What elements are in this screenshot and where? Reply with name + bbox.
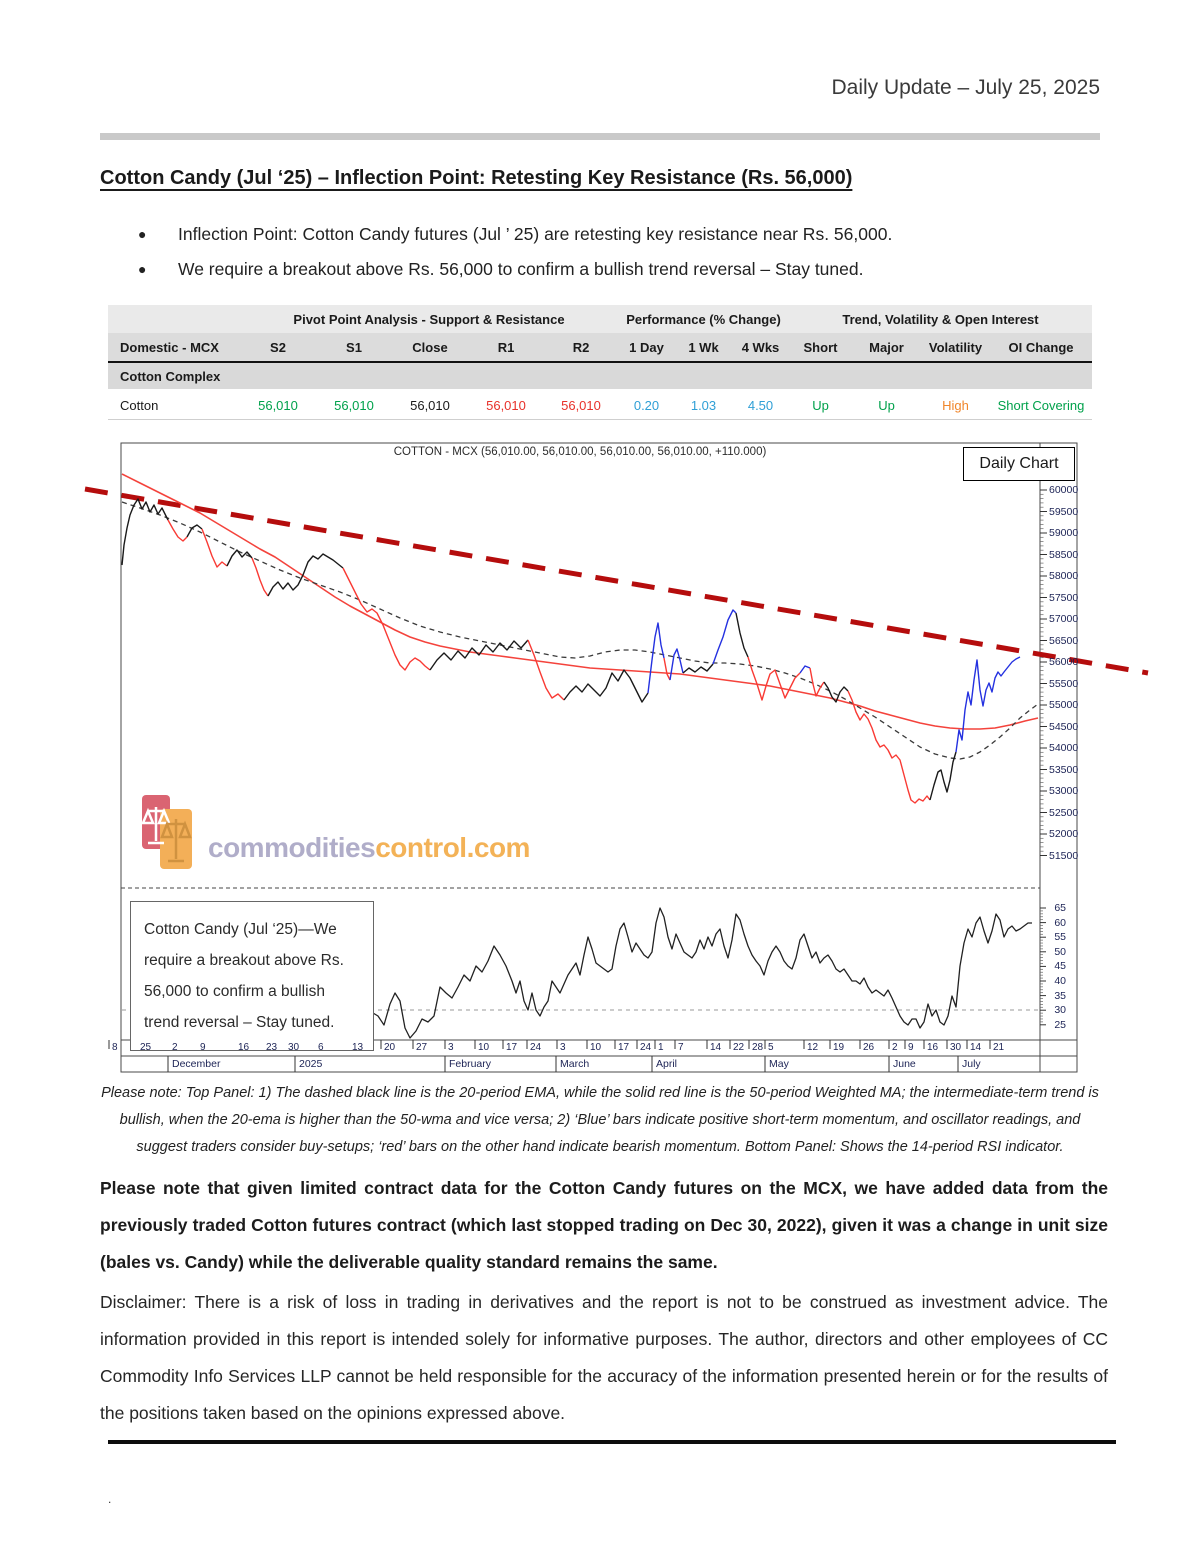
column-header: 1 Day bbox=[629, 339, 664, 355]
day-axis-label: 28 bbox=[752, 1042, 764, 1053]
series-rsi-14 bbox=[368, 908, 1032, 1038]
series-price-black-1 bbox=[122, 499, 168, 565]
series-price-blue-5 bbox=[956, 657, 1020, 752]
group-header: Performance (% Change) bbox=[626, 311, 781, 327]
series-price-black-7 bbox=[683, 664, 713, 673]
table-value-cell: Short Covering bbox=[997, 397, 1085, 413]
series-price-red-8 bbox=[810, 668, 824, 696]
day-axis-label: 22 bbox=[733, 1042, 745, 1053]
table-value-cell: Up bbox=[878, 397, 895, 413]
column-header: S2 bbox=[270, 339, 286, 355]
group-header: Trend, Volatility & Open Interest bbox=[842, 311, 1039, 327]
price-axis-label: 57000 bbox=[1049, 613, 1079, 625]
price-axis-label: 52000 bbox=[1049, 828, 1079, 840]
series-price-red-9 bbox=[848, 691, 930, 803]
day-axis-label: 24 bbox=[530, 1042, 542, 1053]
rsi-axis-label: 25 bbox=[1054, 1018, 1066, 1031]
series-price-red-2 bbox=[202, 529, 227, 567]
price-axis-label: 54500 bbox=[1049, 720, 1079, 733]
commoditiescontrol-logo-icon bbox=[136, 793, 202, 877]
day-axis-label: 17 bbox=[506, 1042, 518, 1053]
series-price-black-9 bbox=[824, 682, 848, 702]
price-axis-label: 54000 bbox=[1049, 742, 1079, 754]
month-axis-label: February bbox=[449, 1058, 492, 1070]
rsi-axis-label: 65 bbox=[1054, 902, 1066, 914]
day-axis-label: 5 bbox=[768, 1042, 774, 1053]
bullet-icon: ● bbox=[138, 261, 147, 277]
day-axis-label: 23 bbox=[266, 1042, 278, 1053]
series-price-blue-1 bbox=[648, 623, 664, 693]
day-axis-label: 13 bbox=[352, 1042, 364, 1053]
month-axis-label: March bbox=[560, 1058, 590, 1070]
day-axis-label: 7 bbox=[678, 1042, 684, 1053]
series-price-black-6 bbox=[564, 670, 648, 702]
note-paragraph: Please note that given limited contract data for the Cotton Candy futures on the MCX, we have added data from the previously traded Cotton futures contract (which last stopped trading on Dec 30, 2022), given it was a change in unit size (bales vs. Candy) while the deliverable quality standard remains the same. bbox=[100, 1178, 1108, 1272]
group-header: Pivot Point Analysis - Support & Resistance bbox=[293, 311, 565, 327]
section-row-label: Cotton Complex bbox=[120, 368, 221, 384]
series-price-red-1 bbox=[168, 520, 187, 541]
price-axis-label: 55000 bbox=[1049, 699, 1079, 711]
price-axis-label: 60000 bbox=[1049, 484, 1079, 496]
footer-divider bbox=[108, 1440, 1116, 1444]
day-axis-label: 9 bbox=[200, 1042, 206, 1053]
table-value-cell: 56,010 bbox=[258, 397, 298, 413]
price-axis-label: 58500 bbox=[1049, 548, 1079, 561]
day-axis-label: 10 bbox=[478, 1042, 490, 1053]
pivot-table bbox=[108, 305, 1092, 420]
group-header-spacer bbox=[108, 305, 240, 333]
price-axis-label: 58000 bbox=[1049, 570, 1079, 582]
price-axis-label: 59500 bbox=[1049, 505, 1079, 518]
column-header: Short bbox=[803, 339, 838, 355]
price-axis-label: 51500 bbox=[1049, 849, 1079, 862]
price-axis-label: 57500 bbox=[1049, 591, 1079, 604]
day-axis-label: 27 bbox=[416, 1042, 428, 1053]
series-price-black-5 bbox=[430, 640, 528, 670]
rsi-axis-label: 30 bbox=[1054, 1004, 1066, 1017]
watermark-text: commoditiescontrol.com bbox=[208, 832, 530, 863]
column-header: Domestic - MCX bbox=[120, 339, 219, 355]
series-price-black-2 bbox=[187, 525, 202, 537]
price-axis-label: 56000 bbox=[1049, 656, 1079, 668]
column-header: S1 bbox=[346, 339, 362, 355]
disclaimer-paragraph: Disclaimer: There is a risk of loss in trading in derivatives and the report is not to be construed as investment advice. The information provided in this report is intended solely for informative purposes. The author, directors and other employees of CC Commodity Info Services LLP cannot be held responsible for the accuracy of the information presented herein or for the results of the positions taken based on the opinions expressed above. bbox=[100, 1292, 1108, 1423]
series-price-red-3 bbox=[252, 558, 268, 596]
day-axis-label: 14 bbox=[970, 1042, 982, 1053]
series-resistance-trendline bbox=[85, 489, 1148, 673]
day-axis-label: 12 bbox=[807, 1042, 819, 1053]
month-axis-label: June bbox=[893, 1058, 916, 1070]
month-axis-label: May bbox=[769, 1058, 789, 1070]
series-price-black-8 bbox=[736, 613, 748, 657]
bullet-text: Inflection Point: Cotton Candy futures (Jul ’ 25) are retesting key resistance near Rs. 56,000. bbox=[178, 224, 893, 244]
series-price-black-4 bbox=[268, 554, 343, 596]
column-header: OI Change bbox=[1008, 339, 1074, 355]
table-value-cell: 56,010 bbox=[334, 397, 374, 413]
series-price-red-5 bbox=[528, 640, 564, 700]
column-header: Volatility bbox=[928, 339, 983, 355]
day-axis-label: 20 bbox=[384, 1042, 396, 1053]
series-price-red-6 bbox=[664, 658, 670, 680]
bullet-item-2 bbox=[138, 259, 1098, 280]
rsi-axis-label: 60 bbox=[1054, 916, 1066, 929]
chart-annotation-box: Cotton Candy (Jul ‘25)—We require a breakout above Rs. 56,000 to confirm a bullish trend reversal – Stay tuned. bbox=[130, 901, 374, 1051]
series-price-blue-2 bbox=[670, 649, 683, 680]
day-axis-label: 19 bbox=[833, 1042, 845, 1053]
series-price-red-7 bbox=[748, 657, 800, 700]
chart-title: COTTON - MCX (56,010.00, 56,010.00, 56,010.00, 56,010.00, +110.000) bbox=[393, 446, 767, 458]
day-axis-label: 2 bbox=[892, 1042, 898, 1053]
bullet-item-1 bbox=[138, 224, 1098, 245]
price-axis-label: 56500 bbox=[1049, 634, 1079, 647]
column-header: 1 Wk bbox=[688, 339, 719, 355]
rsi-axis-label: 50 bbox=[1054, 945, 1066, 958]
series-price-black-10 bbox=[930, 752, 956, 800]
header-divider bbox=[100, 133, 1100, 140]
month-axis-label: 2025 bbox=[299, 1058, 323, 1070]
day-axis-label: 8 bbox=[112, 1042, 118, 1053]
column-header: Close bbox=[412, 339, 448, 355]
series-price-red-4 bbox=[343, 568, 430, 670]
day-axis-label: 3 bbox=[448, 1042, 454, 1053]
day-axis-label: 16 bbox=[238, 1042, 250, 1053]
day-axis-label: 24 bbox=[640, 1042, 652, 1053]
day-axis-label: 25 bbox=[140, 1042, 152, 1053]
column-header: 4 Wks bbox=[741, 339, 780, 355]
series-ema-20 bbox=[122, 502, 1038, 759]
column-header: R2 bbox=[572, 339, 590, 355]
day-axis-label: 1 bbox=[658, 1042, 664, 1053]
day-axis-label: 9 bbox=[908, 1042, 914, 1053]
rsi-axis-label: 35 bbox=[1054, 989, 1066, 1002]
footer-period: . bbox=[108, 1492, 112, 1506]
table-value-cell: 56,010 bbox=[486, 397, 526, 413]
price-axis-label: 53500 bbox=[1049, 763, 1079, 776]
month-axis-label: December bbox=[172, 1058, 221, 1070]
day-axis-label: 14 bbox=[710, 1042, 722, 1053]
day-axis-label: 10 bbox=[590, 1042, 602, 1053]
price-axis-label: 59000 bbox=[1049, 527, 1079, 539]
column-header: R1 bbox=[497, 339, 515, 355]
table-value-cell: 56,010 bbox=[561, 397, 601, 413]
table-value-cell: Up bbox=[812, 397, 829, 413]
day-axis-label: 3 bbox=[560, 1042, 566, 1053]
column-header: Major bbox=[869, 339, 904, 355]
rsi-axis-label: 40 bbox=[1054, 975, 1066, 987]
price-axis-label: 52500 bbox=[1049, 806, 1079, 819]
rsi-axis-label: 55 bbox=[1054, 931, 1066, 944]
day-axis-label: 30 bbox=[950, 1042, 962, 1053]
table-value-cell: 1.03 bbox=[690, 397, 717, 413]
table-value-cell: 4.50 bbox=[747, 397, 774, 413]
table-value-cell: 0.20 bbox=[633, 397, 660, 413]
table-value-cell: Cotton bbox=[120, 397, 159, 413]
chart-footnote: Please note: Top Panel: 1) The dashed black line is the 20-period EMA, while the solid red line is the 50-period Weighted MA; the intermediate-term trend is bullish, when the 20-ema is higher than the 50-wma and vice versa; 2) ‘Blue’ bars indicate positive short-term momentum, and oscillator readings, and suggest traders consider buy-setups; ‘red’ bars on the other hand indicate bearish momentum. Bottom Panel: Shows the 14-period RSI indicator. bbox=[101, 1085, 1099, 1155]
series-price-blue-4 bbox=[800, 666, 810, 673]
day-axis-label: 30 bbox=[288, 1042, 300, 1053]
report-date: Daily Update – July 25, 2025 bbox=[831, 76, 1100, 99]
series-price-black-3 bbox=[227, 550, 252, 566]
rsi-axis-label: 45 bbox=[1054, 960, 1066, 973]
table-value-cell: High bbox=[942, 397, 969, 413]
price-axis-label: 53000 bbox=[1049, 785, 1079, 797]
price-axis-label: 55500 bbox=[1049, 677, 1079, 690]
bullet-icon: ● bbox=[138, 226, 147, 242]
watermark bbox=[136, 793, 530, 877]
day-axis-label: 26 bbox=[863, 1042, 875, 1053]
report-title: Cotton Candy (Jul ‘25) – Inflection Point: Retesting Key Resistance (Rs. 56,000) bbox=[100, 167, 853, 189]
day-axis-label: 6 bbox=[318, 1042, 324, 1053]
daily-chart-badge: Daily Chart bbox=[963, 447, 1075, 481]
day-axis-label: 16 bbox=[927, 1042, 939, 1053]
bullet-text: We require a breakout above Rs. 56,000 to confirm a bullish trend reversal – Stay tuned. bbox=[178, 259, 864, 279]
series-wma-50 bbox=[122, 474, 1038, 729]
series-price-blue-3 bbox=[713, 610, 736, 664]
day-axis-label: 21 bbox=[993, 1042, 1005, 1053]
month-axis-label: July bbox=[962, 1058, 981, 1070]
month-axis-label: April bbox=[656, 1058, 678, 1070]
day-axis-label: 2 bbox=[172, 1042, 178, 1053]
day-axis-label: 17 bbox=[618, 1042, 630, 1053]
table-value-cell: 56,010 bbox=[410, 397, 450, 413]
